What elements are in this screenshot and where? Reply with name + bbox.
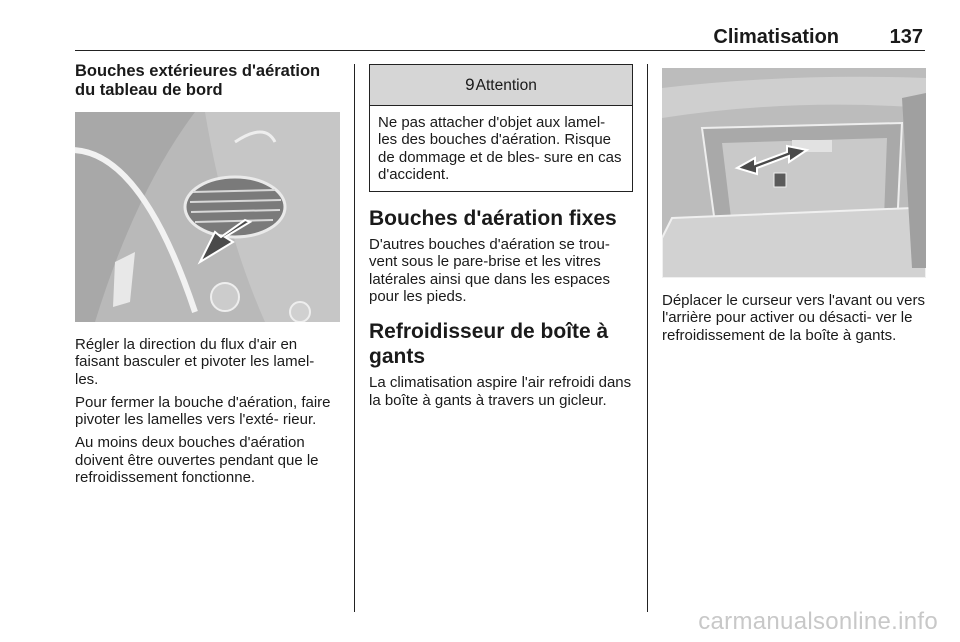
- section-title: Climatisation: [713, 26, 839, 48]
- page-number: 137: [889, 26, 923, 48]
- attention-text: Ne pas attacher d'objet aux lamel- les des bouches d'aération. Risque de dommage et de bles- sure en cas d'accident.: [378, 114, 622, 183]
- attention-title: Attention: [475, 77, 537, 94]
- glovebox-cooler-text: La climatisation aspire l'air refroidi dans la boîte à gants à travers un gicleur.: [369, 374, 632, 409]
- vent-open-requirement-text: Au moins deux bouches d'aération doivent être ouvertes pendant que le refroidissement fonctionne.: [75, 434, 319, 487]
- fixed-vents-heading: Bouches d'aération fixes: [369, 207, 617, 231]
- dashboard-vent-illustration: [75, 112, 340, 322]
- attention-box: [369, 64, 633, 192]
- attention-body: [370, 106, 632, 191]
- page-header: [75, 26, 925, 51]
- glovebox-drawing: [662, 68, 926, 278]
- attention-header: [370, 65, 632, 106]
- glovebox-cooler-heading: Refroidisseur de boîte à gants: [369, 320, 609, 369]
- column-1: [75, 62, 340, 492]
- vent-close-text: Pour fermer la bouche d'aération, faire pivoter les lamelles vers l'exté- rieur.: [75, 393, 331, 429]
- vent-direction-text: Régler la direction du flux d'air en faisant basculer et pivoter les lamel- les.: [75, 336, 315, 388]
- column-2: [369, 62, 633, 415]
- column-3: [662, 62, 926, 350]
- glovebox-illustration: [662, 68, 926, 278]
- column-divider-1: [354, 64, 355, 612]
- fixed-vents-text: D'autres bouches d'aération se trou- vent sous le pare-brise et les vitres latérales ainsi que dans les espaces pour les pieds.: [369, 236, 610, 306]
- column-divider-2: [647, 64, 648, 612]
- warning-icon: 9: [465, 75, 475, 94]
- dashboard-vent-drawing: [75, 112, 340, 322]
- watermark: carmanualsonline.info: [698, 608, 938, 635]
- vents-dashboard-heading: Bouches extérieures d'aération du tableau de bord: [75, 62, 321, 99]
- glovebox-slider-text: Déplacer le curseur vers l'avant ou vers l'arrière pour activer ou désacti- ver le refroidissement de la boîte à gants.: [662, 292, 925, 344]
